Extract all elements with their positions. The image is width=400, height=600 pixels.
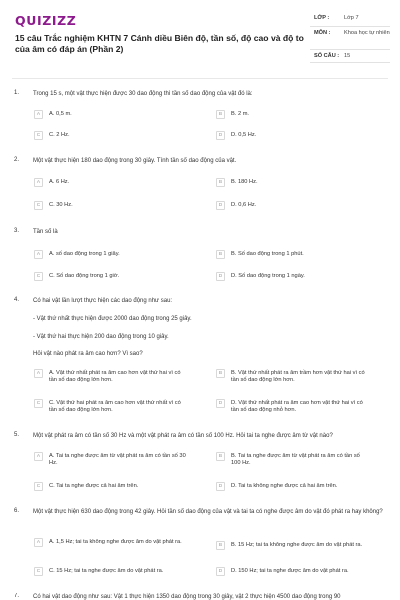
option-letter: A [34, 538, 43, 547]
option-letter: D [216, 399, 225, 408]
question-detail: - Vật thứ nhất thực hiện được 2000 dao động trong 25 giây. [33, 316, 192, 322]
option-text: A. 1,5 Hz; tai ta không nghe được âm do vật phát ra. [49, 538, 182, 545]
question-7 [14, 593, 390, 600]
question-number: 1. [14, 90, 20, 96]
option-text: C. Vật thứ hai phát ra âm cao hơn vật thứ nhất vì có tần số dao động lớn hơn. [49, 399, 181, 414]
option-text: D. Vật thứ nhất phát ra âm cao hơn vật thứ hai vì có tần số dao động nhỏ hơn. [231, 399, 363, 414]
option-letter: D [216, 201, 225, 210]
question-text: Có hai vật dao động như sau: Vật 1 thực hiện 1350 dao động trong 30 giây, vật 2 thực hiện 4500 dao động trong 90 [33, 594, 341, 600]
option-text: B. Số dao động trong 1 phút. [231, 250, 304, 257]
option-a[interactable] [34, 250, 187, 259]
option-text: A. Vật thứ nhất phát ra âm cao hơn vật thứ hai vì có tần số dao động lớn hơn. [49, 369, 181, 384]
option-a[interactable] [34, 110, 187, 119]
option-text: A. 0,5 m. [49, 110, 72, 117]
option-a[interactable] [34, 452, 187, 468]
meta-row-subject [310, 27, 390, 50]
option-a[interactable] [34, 178, 187, 187]
option-letter: D [216, 131, 225, 140]
quizizz-logo: QUIZIZZ [15, 13, 77, 28]
option-letter: A [34, 452, 43, 461]
question-text: Một vật thực hiện 180 dao động trong 30 giây. Tính tần số dao động của vật. [33, 158, 237, 164]
option-text: A. số dao động trong 1 giây. [49, 250, 120, 257]
option-c[interactable] [34, 482, 187, 491]
option-letter: D [216, 567, 225, 576]
question-detail: Hỏi vật nào phát ra âm cao hơn? Vì sao? [33, 351, 143, 357]
option-text: B. 2 m. [231, 110, 250, 117]
question-number: 7. [14, 593, 20, 599]
option-letter: C [34, 131, 43, 140]
meta-value: 15 [344, 53, 351, 59]
question-text: Tần số là [33, 229, 58, 235]
option-letter: B [216, 250, 225, 259]
question-text: Một vật phát ra âm có tần số 30 Hz và một vật phát ra âm có tần số 100 Hz. Hỏi tai ta nghe được âm từ vật nào? [33, 433, 333, 439]
option-c[interactable] [34, 131, 187, 140]
option-letter: B [216, 541, 225, 550]
option-letter: B [216, 452, 225, 461]
option-d[interactable] [216, 272, 369, 281]
option-a[interactable] [34, 538, 187, 547]
meta-key: MÔN : [314, 30, 331, 36]
option-letter: D [216, 272, 225, 281]
option-b[interactable] [216, 541, 391, 550]
question-detail: - Vật thứ hai thực hiện 200 dao động trong 10 giây. [33, 334, 169, 340]
option-text: C. Số dao động trong 1 giờ. [49, 272, 120, 279]
option-letter: A [34, 250, 43, 259]
option-text: A. Tai ta nghe được âm từ vật phát ra âm có tần số 30 Hz. [49, 452, 186, 467]
option-letter: B [216, 110, 225, 119]
document-title: 15 câu Trắc nghiệm KHTN 7 Cánh diều Biên độ, tần số, độ cao và độ to của âm có đáp án (Phần 2) [15, 33, 304, 54]
option-c[interactable] [34, 567, 187, 576]
question-text: Trong 15 s, một vật thực hiện được 30 dao động thì tần số dao động của vật đó là: [33, 91, 253, 97]
option-letter: A [34, 178, 43, 187]
option-b[interactable] [216, 369, 369, 385]
option-text: A. 6 Hz. [49, 178, 70, 185]
option-letter: A [34, 110, 43, 119]
option-d[interactable] [216, 201, 369, 210]
option-b[interactable] [216, 452, 369, 468]
meta-key: LỚP : [314, 15, 330, 21]
option-letter: C [34, 482, 43, 491]
option-text: C. 30 Hz. [49, 201, 73, 208]
option-letter: D [216, 482, 225, 491]
question-text: Một vật thực hiện 630 dao động trong 42 giây. Hỏi tần số dao động của vật và tai ta có nghe được âm do vật đó phát ra hay không? [33, 509, 383, 515]
header-divider [12, 78, 388, 79]
question-number: 2. [14, 157, 20, 163]
meta-value: Lớp 7 [344, 15, 359, 21]
option-text: B. 180 Hz. [231, 178, 258, 185]
option-d[interactable] [216, 131, 369, 140]
meta-row-grade [310, 12, 390, 27]
question-number: 6. [14, 508, 20, 514]
option-text: C. 15 Hz; tai ta nghe được âm do vật phát ra. [49, 567, 164, 574]
option-d[interactable] [216, 399, 369, 415]
question-number: 3. [14, 228, 20, 234]
option-letter: B [216, 178, 225, 187]
option-text: D. 150 Hz; tai ta nghe được âm do vật phát ra. [231, 567, 349, 574]
option-c[interactable] [34, 272, 187, 281]
option-b[interactable] [216, 110, 369, 119]
option-letter: A [34, 369, 43, 378]
option-d[interactable] [216, 567, 391, 576]
meta-row-question-count [310, 50, 390, 63]
option-b[interactable] [216, 178, 369, 187]
option-letter: C [34, 567, 43, 576]
option-text: C. 2 Hz. [49, 131, 70, 138]
option-a[interactable] [34, 369, 187, 385]
question-text: Có hai vật lần lượt thực hiện các dao động như sau: [33, 298, 173, 304]
question-number: 4. [14, 297, 20, 303]
option-letter: C [34, 399, 43, 408]
option-text: B. Vật thứ nhất phát ra âm trầm hơn vật thứ hai vì có tần số dao động lớn hơn. [231, 369, 365, 384]
option-text: D. Số dao động trong 1 ngày. [231, 272, 305, 279]
document-header [0, 0, 400, 72]
option-letter: C [34, 272, 43, 281]
question-number: 5. [14, 432, 20, 438]
option-d[interactable] [216, 482, 369, 491]
option-c[interactable] [34, 201, 187, 210]
option-text: D. 0,6 Hz. [231, 201, 257, 208]
option-text: C. Tai ta nghe được cả hai âm trên. [49, 482, 139, 489]
option-text: D. 0,5 Hz. [231, 131, 257, 138]
meta-table [310, 12, 390, 63]
option-text: B. Tai ta nghe được âm từ vật phát ra âm có tần số 100 Hz. [231, 452, 360, 467]
option-text: B. 15 Hz; tai ta không nghe được âm do vật phát ra. [231, 541, 363, 548]
option-b[interactable] [216, 250, 369, 259]
meta-value: Khoa học tự nhiên [344, 30, 390, 36]
option-letter: B [216, 369, 225, 378]
option-text: D. Tai ta không nghe được cả hai âm trên. [231, 482, 338, 489]
option-letter: C [34, 201, 43, 210]
meta-key: SỐ CÂU : [314, 53, 340, 59]
option-c[interactable] [34, 399, 187, 415]
